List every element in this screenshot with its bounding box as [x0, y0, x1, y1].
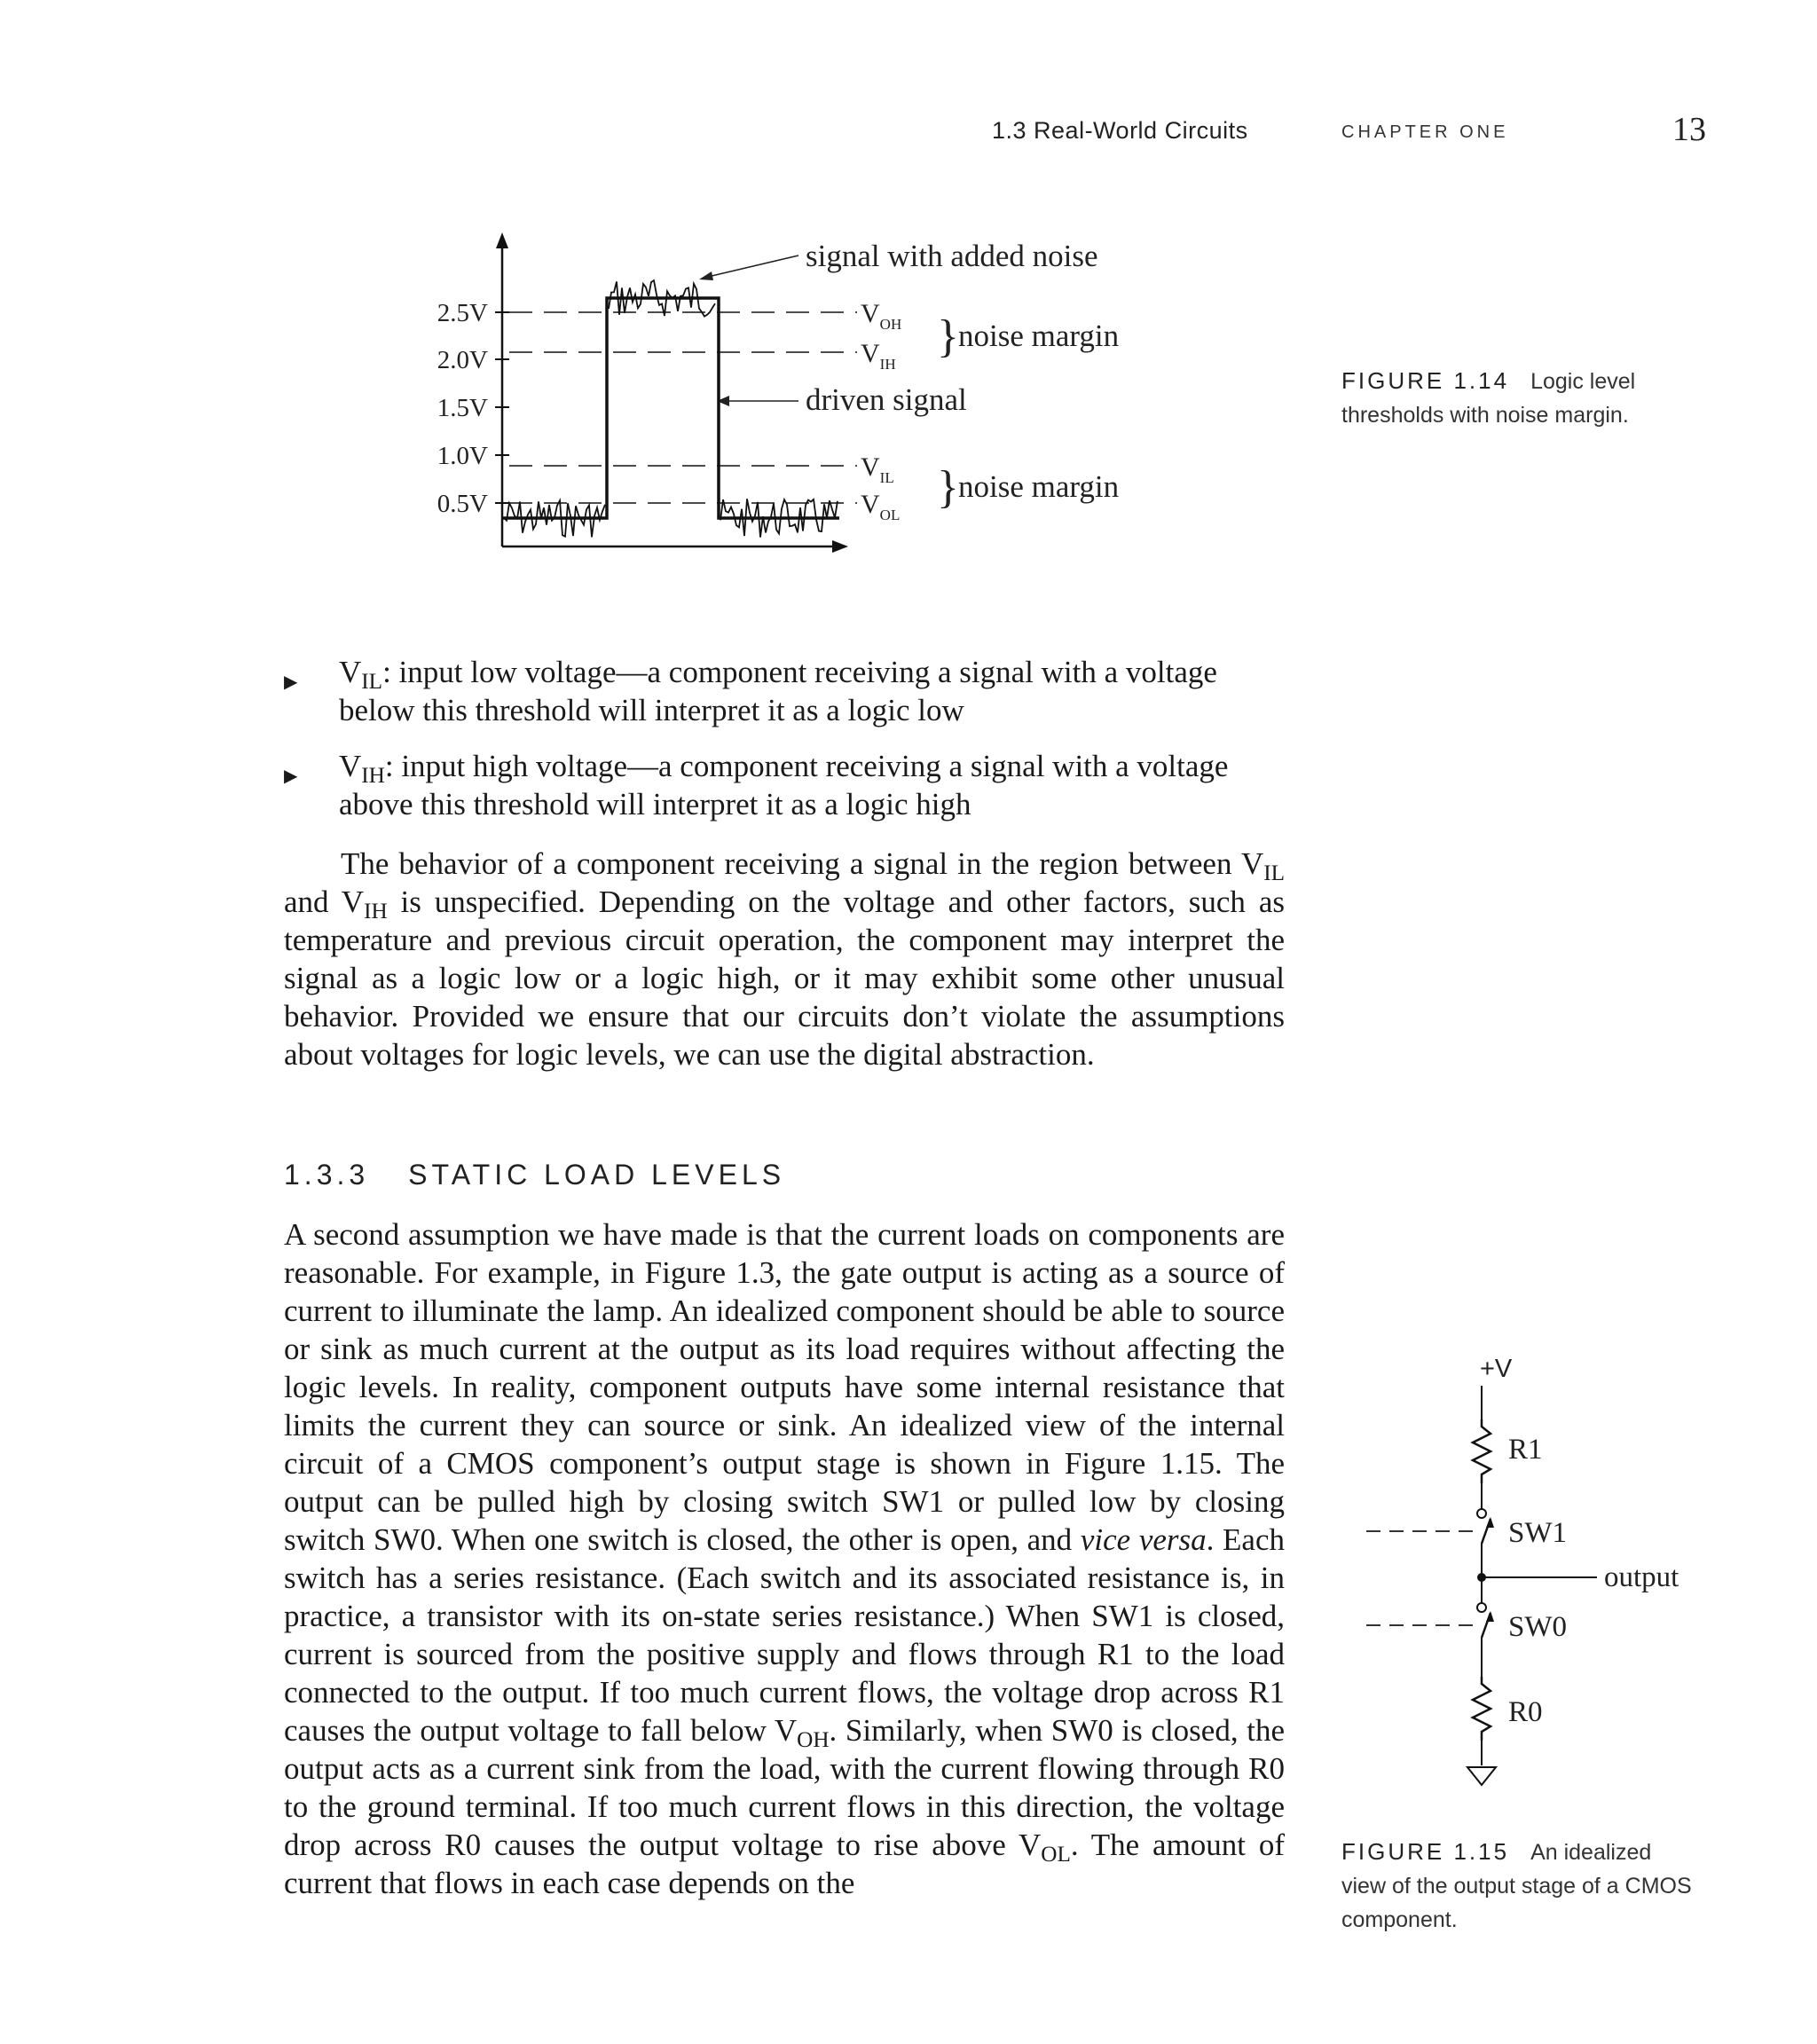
section-title: STATIC LOAD LEVELS	[408, 1159, 786, 1191]
triangle-bullet-icon: ▶	[284, 766, 298, 786]
r0-label: R0	[1508, 1696, 1543, 1728]
y-tick-label: 2.5V	[437, 299, 488, 327]
bullet-text: $V_{IL}$: input low voltage—a component receiving a signal with a voltage below this threshold will interpret it as a logic low	[339, 655, 1217, 727]
noise-margin-high-annotation: noise margin	[958, 318, 1120, 353]
resistor-r0-icon	[1473, 1677, 1491, 1741]
voh-label: $V_{OH}$	[861, 299, 902, 333]
figure-label: FIGURE 1.15	[1341, 1838, 1510, 1865]
vol-label: $V_{OL}$	[861, 490, 901, 523]
sw1-label: SW1	[1508, 1517, 1567, 1549]
noise-margin-low-annotation: noise margin	[958, 469, 1120, 504]
supply-label: +V	[1480, 1355, 1513, 1383]
page-number: 13	[1672, 111, 1706, 148]
ground-icon	[1467, 1767, 1496, 1785]
running-head-section: 1.3 Real-World Circuits	[992, 117, 1248, 144]
figure-1-14-caption	[1341, 364, 1696, 432]
figure-1-15-circuit	[1349, 1331, 1721, 1810]
figure-label: FIGURE 1.14	[1341, 367, 1510, 394]
y-axis-arrow	[496, 232, 508, 248]
vil-label: $V_{IL}$	[861, 452, 894, 486]
noise-pointer-arrowhead	[699, 271, 713, 280]
figure-1-14-diagram	[417, 231, 1198, 568]
figure-1-15-caption	[1341, 1835, 1696, 1937]
driven-signal-trace	[502, 298, 839, 518]
triangle-bullet-icon: ▶	[284, 672, 298, 692]
bullet-text: $V_{IH}$: input high voltage—a component receiving a signal with a voltage above this threshold will interpret it as a logic high	[339, 749, 1229, 822]
body-paragraph: The behavior of a component receiving a signal in the region between $V_{IL}$ and $V_{IH}$ is unspecified. Depending on the voltage and other factors, such as temperature and previous circuit operation, the component may interpret the signal as a logic low or a logic high, or it may exhibit some other unusual behavior. Provided we ensure that our circuits don’t violate the assumptions about voltages for logic levels, we can use the digital abstraction.	[284, 846, 1285, 1072]
section-heading	[284, 1159, 785, 1191]
body-paragraph: A second assumption we have made is that the current loads on components are reasonable. For example, in Figure 1.3, the gate output is acting as a source of current to illuminate the lamp. An idealized component should be able to source or sink as much current at the output as its load requires without affecting the logic levels. In reality, component outputs have some internal resistance that limits the current they can source or sink. An idealized view of the internal circuit of a CMOS component’s output stage is shown in Figure 1.15. The output can be pulled high by closing switch SW1 or pulled low by closing switch SW0. When one switch is closed, the other is open, and vice versa. Each switch has a series resistance. (Each switch and its associated resistance is, in practice, a transistor with its on-state series resistance.) When SW1 is closed, current is sourced from the positive supply and flows through R1 to the load connected to the output. If too much current flows, the voltage drop across R1 causes the output voltage to fall below $V_{OH}$. Similarly, when SW0 is closed, the output acts as a current sink from the load, with the current flowing through R0 to the ground terminal. If too much current flows in this direction, the voltage drop across R0 causes the output voltage to rise above $V_{OL}$. The amount of current that flows in each case depends on the	[284, 1217, 1286, 1900]
y-tick-label: 0.5V	[437, 490, 488, 518]
caption-text: Logic level thresholds with noise margin.	[1341, 369, 1636, 428]
section-number: 1.3.3	[284, 1159, 370, 1191]
resistor-r1-icon	[1473, 1419, 1491, 1483]
driven-signal-annotation: driven signal	[806, 382, 967, 417]
brace-low-icon: }	[937, 462, 959, 513]
caption-text: An idealized view of the output stage of a CMOS component.	[1341, 1840, 1692, 1932]
y-tick-label: 1.5V	[437, 394, 488, 422]
noise-signal-annotation: signal with added noise	[806, 239, 1098, 273]
vih-label: $V_{IH}$	[861, 339, 896, 373]
y-tick-label: 2.0V	[437, 346, 488, 374]
sw0-label: SW0	[1508, 1611, 1567, 1643]
brace-high-icon: }	[937, 311, 959, 362]
output-label: output	[1604, 1561, 1679, 1593]
y-tick-label: 1.0V	[437, 442, 488, 470]
running-head-chapter: CHAPTER ONE	[1341, 122, 1509, 142]
x-axis-arrow	[832, 540, 848, 553]
r1-label: R1	[1508, 1434, 1543, 1466]
noise-pointer	[708, 256, 798, 277]
